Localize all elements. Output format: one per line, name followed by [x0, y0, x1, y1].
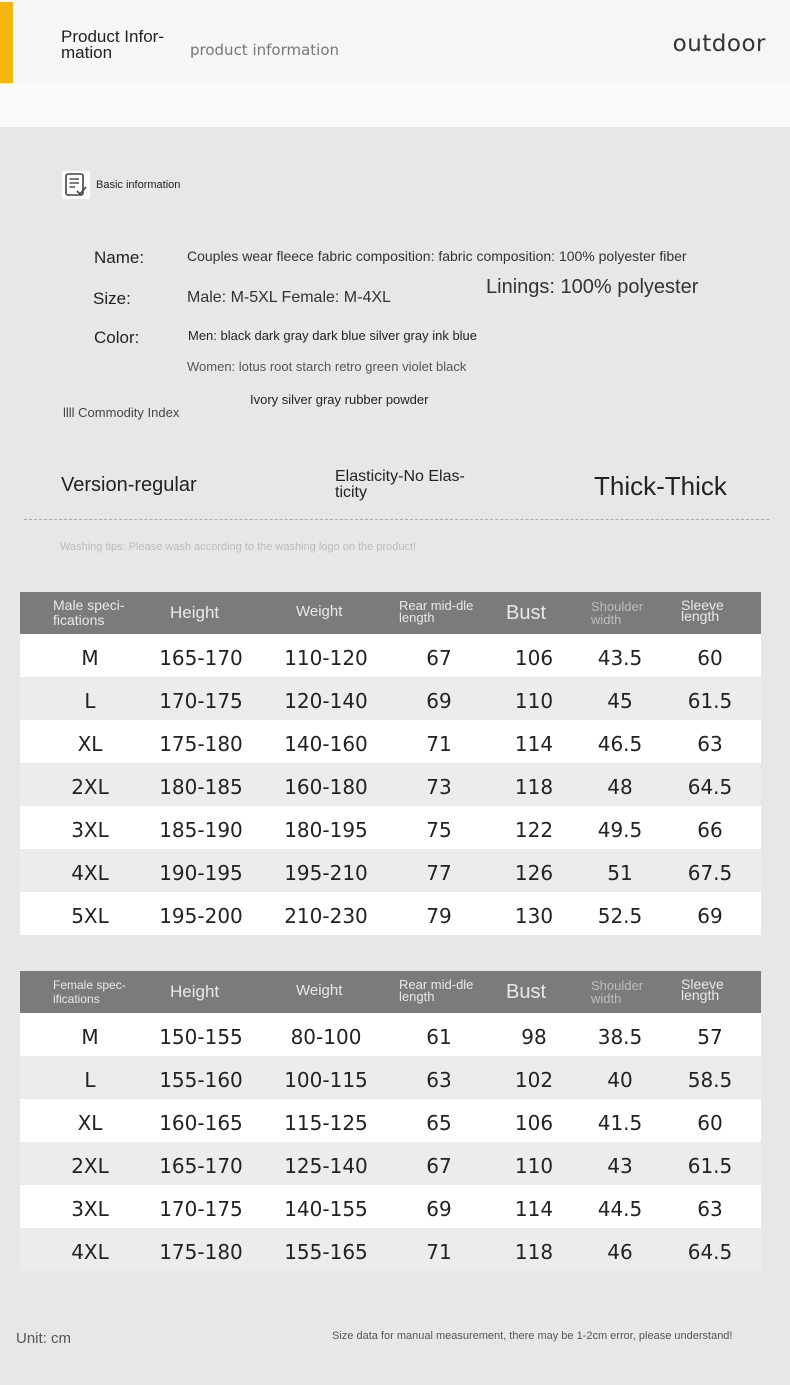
table-cell: XL — [77, 732, 103, 756]
table-cell: 175-180 — [159, 1240, 243, 1264]
table-cell: 44.5 — [597, 1197, 643, 1221]
table-cell: 210-230 — [284, 904, 368, 928]
table-cell: 165-170 — [159, 1154, 243, 1178]
table-cell: 5XL — [71, 904, 109, 928]
table-row — [20, 1185, 761, 1228]
table-header — [20, 971, 761, 1013]
table-row — [20, 849, 761, 892]
table-cell: 140-160 — [284, 732, 368, 756]
table-row — [20, 892, 761, 935]
table-cell: 61.5 — [687, 1154, 733, 1178]
table-row — [20, 634, 761, 677]
brand-label: outdoor — [672, 31, 766, 57]
color-women: Women: lotus root starch retro green violet black — [187, 359, 467, 374]
table-cell: 43 — [607, 1154, 633, 1178]
divider — [24, 519, 769, 520]
table-cell: 185-190 — [159, 818, 243, 842]
header-gap — [0, 83, 790, 127]
table-cell: 100-115 — [284, 1068, 368, 1092]
table-cell: 125-140 — [284, 1154, 368, 1178]
table-row — [20, 1013, 761, 1056]
table-cell: 155-160 — [159, 1068, 243, 1092]
header-spec: Female spec-ifications — [53, 978, 126, 1006]
table-cell: 98 — [521, 1025, 547, 1049]
table-cell: 195-210 — [284, 861, 368, 885]
lining-value: Linings: 100% polyester — [486, 276, 699, 298]
color-men: Men: black dark gray dark blue silver gray ink blue — [188, 328, 478, 343]
color-label: Color: — [94, 328, 140, 347]
table-cell: 115-125 — [284, 1111, 368, 1135]
table-cell: 43.5 — [597, 646, 643, 670]
table-cell: 155-165 — [284, 1240, 368, 1264]
table-cell: 150-155 — [159, 1025, 243, 1049]
table-cell: 66 — [697, 818, 723, 842]
table-cell: 3XL — [71, 1197, 109, 1221]
table-cell: 2XL — [71, 1154, 109, 1178]
header-weight: Weight — [296, 982, 343, 999]
table-cell: 120-140 — [284, 689, 368, 713]
table-row — [20, 1228, 761, 1271]
header-bust: Bust — [506, 602, 547, 624]
unit-label: Unit: cm — [16, 1330, 72, 1347]
table-cell: 2XL — [71, 775, 109, 799]
header-sleeve: Sleeve length — [681, 976, 724, 1003]
table-cell: XL — [77, 1111, 103, 1135]
table-cell: 4XL — [71, 1240, 109, 1264]
table-cell: 71 — [426, 732, 452, 756]
table-cell: 180-185 — [159, 775, 243, 799]
header-sleeve: Sleeve length — [681, 597, 724, 624]
female-size-table — [20, 971, 761, 1271]
table-cell: 58.5 — [687, 1068, 733, 1092]
table-cell: 38.5 — [597, 1025, 643, 1049]
table-cell: 64.5 — [687, 775, 733, 799]
table-row — [20, 763, 761, 806]
section-title: Product Infor-mation — [61, 27, 164, 62]
table-cell: 175-180 — [159, 732, 243, 756]
table-cell: 60 — [697, 646, 723, 670]
table-cell: 160-180 — [284, 775, 368, 799]
table-row — [20, 1142, 761, 1185]
version-attr: Version-regular — [61, 474, 197, 496]
table-row — [20, 806, 761, 849]
header-shoulder: Shoulder width — [591, 599, 644, 627]
table-cell: 46 — [607, 1240, 633, 1264]
table-body — [20, 1013, 761, 1271]
table-cell: 106 — [514, 1111, 554, 1135]
table-cell: 41.5 — [597, 1111, 643, 1135]
table-cell: 114 — [514, 732, 554, 756]
table-cell: 67 — [426, 1154, 452, 1178]
table-cell: 63 — [697, 732, 723, 756]
basic-info-heading — [62, 170, 180, 200]
table-cell: 57 — [697, 1025, 723, 1049]
table-header — [20, 592, 761, 634]
table-cell: L — [84, 689, 96, 713]
header — [0, 0, 790, 83]
table-cell: 52.5 — [597, 904, 643, 928]
table-cell: 67.5 — [687, 861, 733, 885]
section-subtitle: product information — [190, 41, 340, 59]
table-cell: 118 — [514, 1240, 554, 1264]
table-cell: 160-165 — [159, 1111, 243, 1135]
table-cell: 63 — [697, 1197, 723, 1221]
table-cell: 130 — [514, 904, 554, 928]
table-cell: 67 — [426, 646, 452, 670]
male-size-table — [20, 592, 761, 935]
table-cell: 110 — [514, 1154, 554, 1178]
table-cell: 190-195 — [159, 861, 243, 885]
table-body — [20, 634, 761, 935]
document-check-icon — [62, 171, 90, 199]
table-cell: 170-175 — [159, 1197, 243, 1221]
table-cell: 77 — [426, 861, 452, 885]
table-cell: 60 — [697, 1111, 723, 1135]
table-row — [20, 1099, 761, 1142]
header-height: Height — [170, 603, 220, 622]
size-label: Size: — [93, 289, 131, 308]
header-weight: Weight — [296, 603, 343, 620]
basic-info-label: Basic information — [96, 179, 181, 191]
table-cell: 46.5 — [597, 732, 643, 756]
table-cell: 79 — [426, 904, 452, 928]
table-cell: 73 — [426, 775, 452, 799]
header-shoulder: Shoulder width — [591, 978, 644, 1006]
header-bust: Bust — [506, 981, 547, 1003]
table-cell: 51 — [607, 861, 633, 885]
commodity-index-label: llll Commodity Index — [63, 405, 180, 420]
table-cell: 118 — [514, 775, 554, 799]
table-cell: 126 — [514, 861, 554, 885]
table-cell: 65 — [426, 1111, 452, 1135]
table-cell: 3XL — [71, 818, 109, 842]
table-row — [20, 677, 761, 720]
table-cell: 49.5 — [597, 818, 643, 842]
elasticity-attr: Elasticity-No Elas-ticity — [335, 468, 465, 501]
table-cell: 140-155 — [284, 1197, 368, 1221]
table-cell: M — [81, 646, 99, 670]
table-cell: 102 — [514, 1068, 554, 1092]
color-women-cont: Ivory silver gray rubber powder — [250, 392, 429, 407]
accent-bar — [0, 2, 13, 83]
table-cell: 170-175 — [159, 689, 243, 713]
table-cell: 110-120 — [284, 646, 368, 670]
measurement-note: Size data for manual measurement, there may be 1-2cm error, please understand! — [332, 1330, 733, 1342]
table-cell: 165-170 — [159, 646, 243, 670]
table-row — [20, 1056, 761, 1099]
table-cell: 40 — [607, 1068, 633, 1092]
table-cell: 69 — [426, 689, 452, 713]
table-cell: 63 — [426, 1068, 452, 1092]
thickness-attr: Thick-Thick — [594, 471, 727, 501]
table-cell: 69 — [697, 904, 723, 928]
table-cell: 64.5 — [687, 1240, 733, 1264]
table-cell: 61.5 — [687, 689, 733, 713]
table-cell: 48 — [607, 775, 633, 799]
name-value: Couples wear fleece fabric composition: fabric composition: 100% polyester fiber — [187, 248, 687, 264]
table-cell: 4XL — [71, 861, 109, 885]
header-rear-length: Rear mid-dle length — [399, 598, 474, 625]
table-cell: 110 — [514, 689, 554, 713]
table-cell: 61 — [426, 1025, 452, 1049]
name-label: Name: — [94, 248, 145, 267]
table-cell: 75 — [426, 818, 452, 842]
header-spec: Male speci-fications — [53, 597, 125, 628]
header-height: Height — [170, 982, 220, 1001]
header-rear-length: Rear mid-dle length — [399, 977, 474, 1004]
table-cell: 80-100 — [290, 1025, 362, 1049]
size-value: Male: M-5XL Female: M-4XL — [187, 289, 391, 306]
table-cell: 180-195 — [284, 818, 368, 842]
washing-tip: Washing tips: Please wash according to the washing logo on the product! — [60, 541, 417, 553]
table-row — [20, 720, 761, 763]
table-cell: M — [81, 1025, 99, 1049]
table-cell: L — [84, 1068, 96, 1092]
table-cell: 122 — [514, 818, 554, 842]
table-cell: 45 — [607, 689, 633, 713]
table-cell: 71 — [426, 1240, 452, 1264]
table-cell: 69 — [426, 1197, 452, 1221]
table-cell: 195-200 — [159, 904, 243, 928]
table-cell: 106 — [514, 646, 554, 670]
table-cell: 114 — [514, 1197, 554, 1221]
